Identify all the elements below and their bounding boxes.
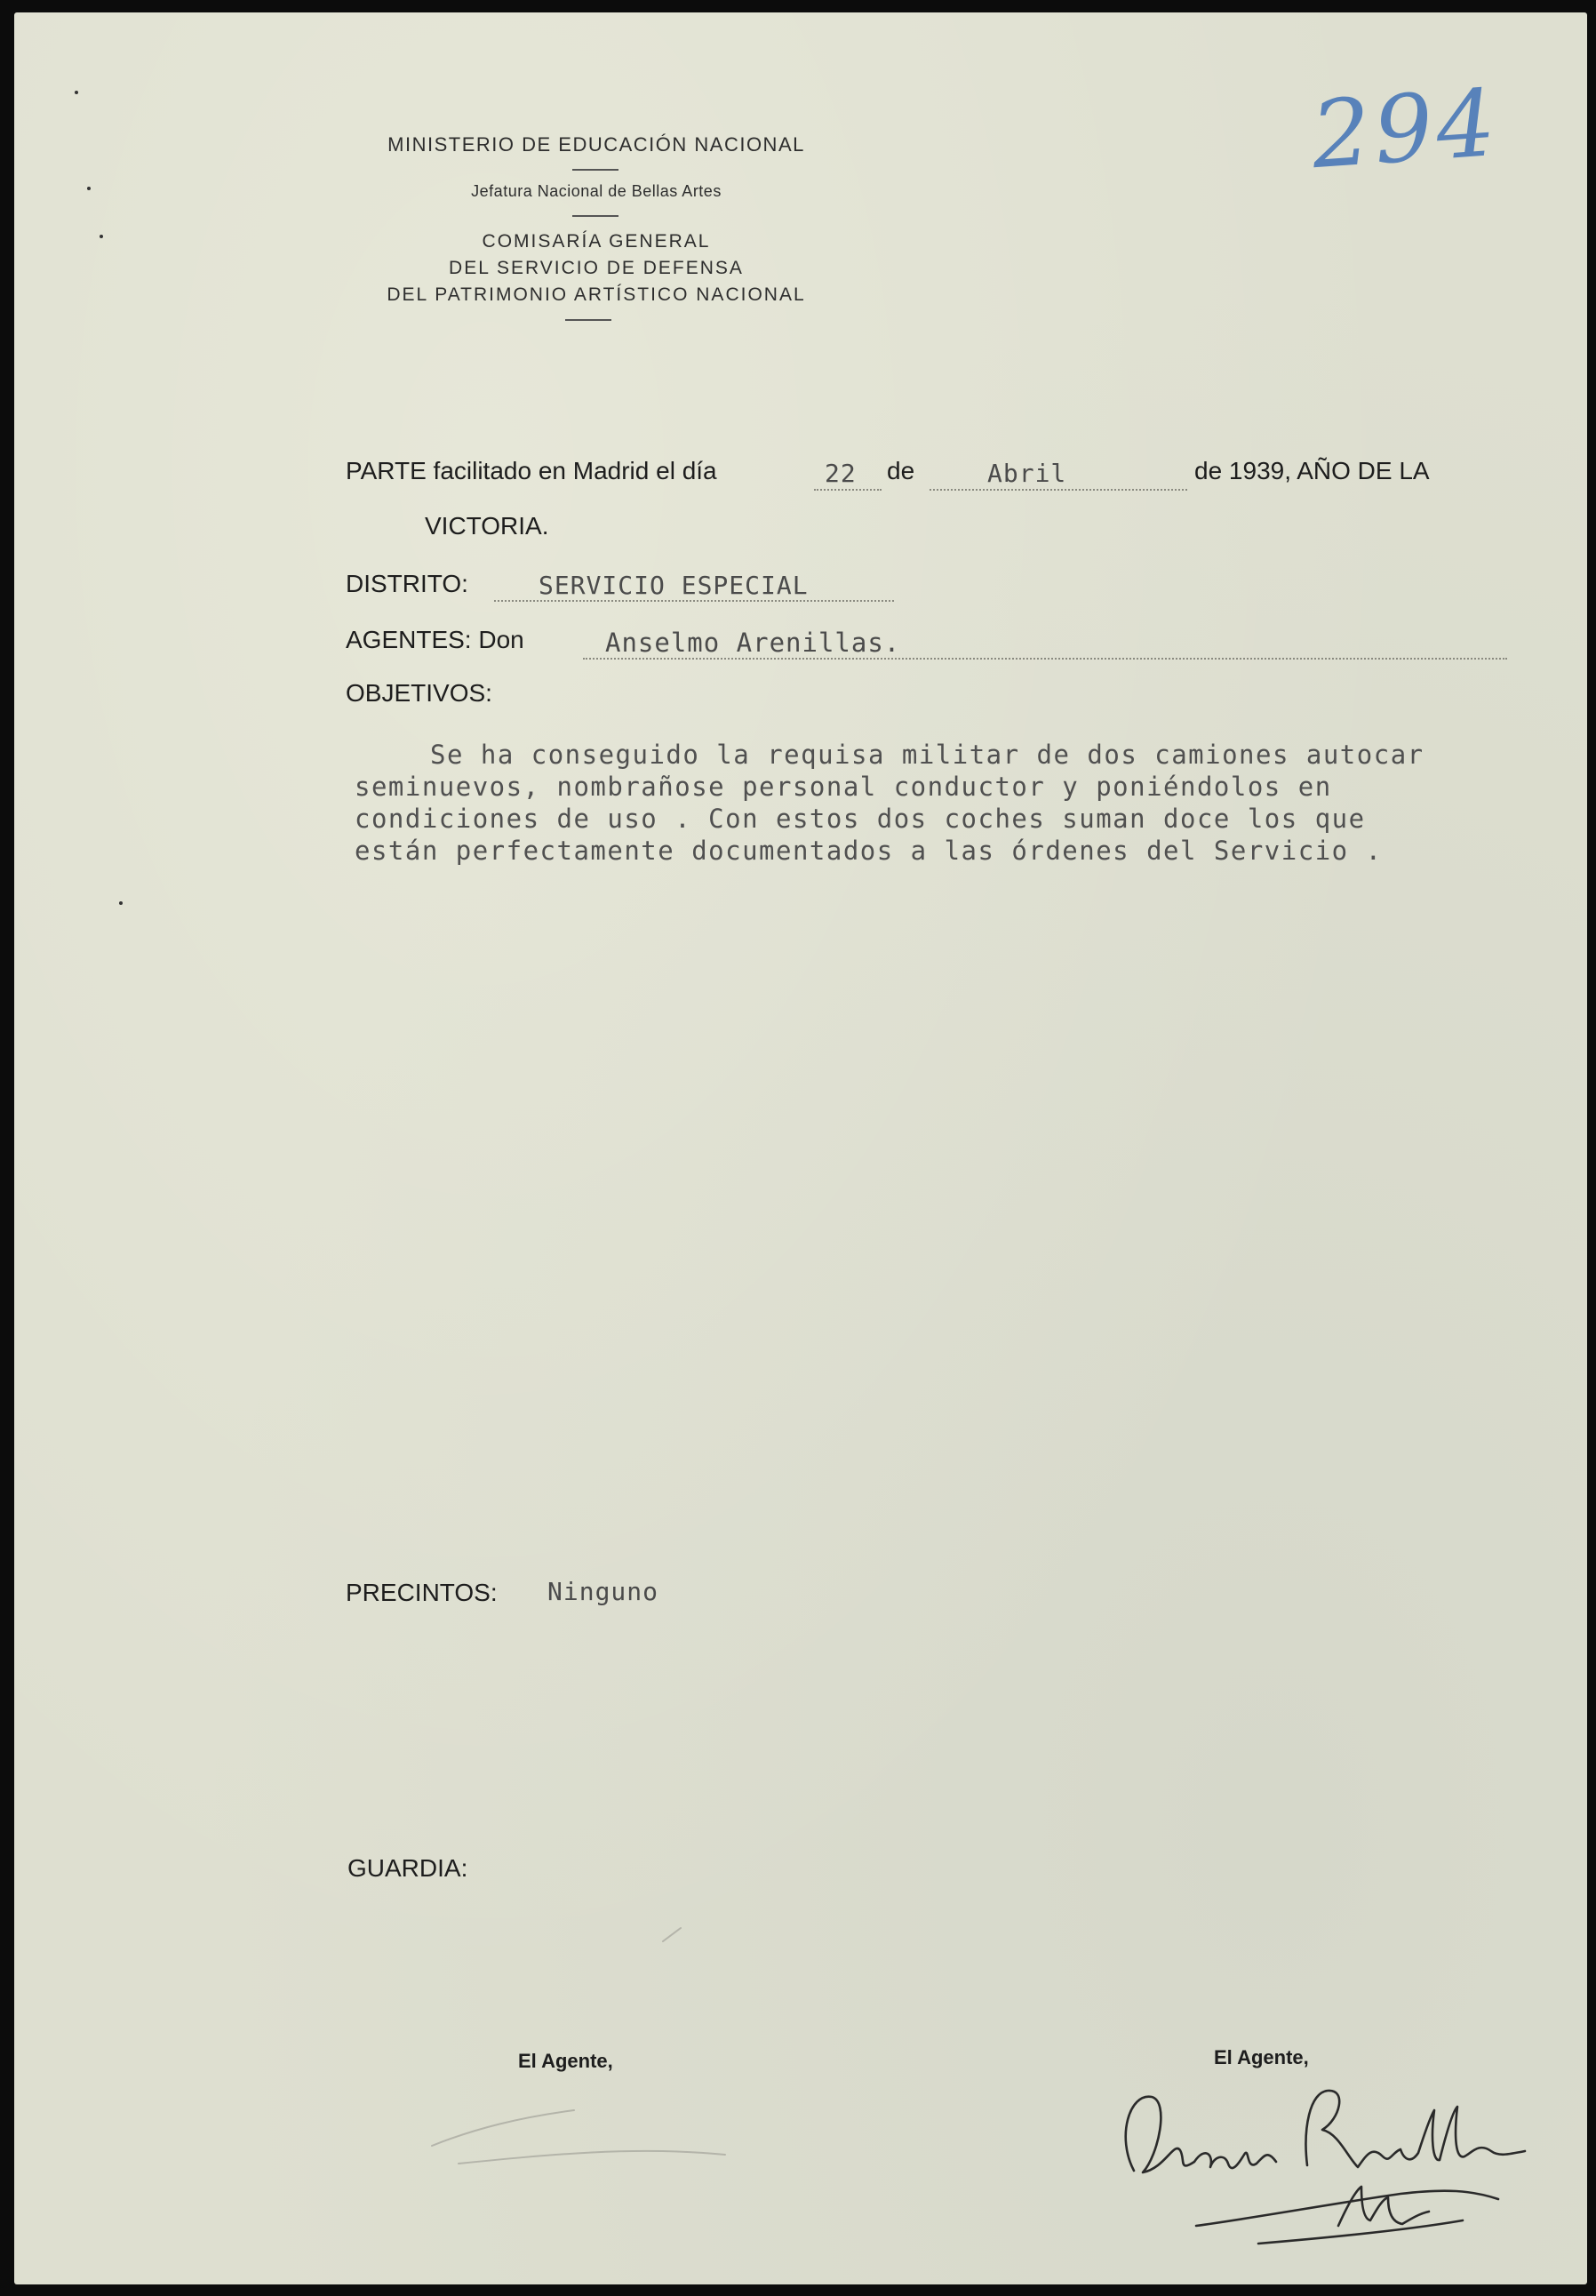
parte-month: Abril bbox=[987, 459, 1067, 488]
parte-year-cont: VICTORIA. bbox=[425, 512, 549, 540]
parte-year-label: de 1939, AÑO DE LA bbox=[1194, 457, 1430, 484]
header-divider bbox=[572, 215, 618, 217]
header-divider bbox=[565, 319, 611, 321]
paper-speck bbox=[119, 901, 123, 905]
right-agent-label: El Agente, bbox=[1214, 2046, 1309, 2068]
agentes-value: Anselmo Arenillas. bbox=[605, 628, 901, 658]
signature-image bbox=[1081, 2057, 1543, 2252]
header-ministry: MINISTERIO DE EDUCACIÓN NACIONAL bbox=[387, 133, 805, 156]
parte-label: PARTE facilitado en Madrid el día bbox=[346, 457, 717, 484]
precintos-label: PRECINTOS: bbox=[346, 1579, 498, 1606]
guardia-label: GUARDIA: bbox=[347, 1854, 468, 1882]
header-comisaria-1: COMISARÍA GENERAL bbox=[482, 231, 711, 252]
folio-number: 294 bbox=[1308, 68, 1503, 190]
paper-speck bbox=[100, 235, 103, 238]
distrito-label: DISTRITO: bbox=[346, 570, 468, 597]
paper-speck bbox=[87, 187, 91, 190]
document-sheet bbox=[14, 12, 1587, 2284]
header-comisaria-2: DEL SERVICIO DE DEFENSA bbox=[449, 258, 744, 278]
dotted-rule bbox=[583, 658, 1507, 660]
header-comisaria-3: DEL PATRIMONIO ARTÍSTICO NACIONAL bbox=[387, 284, 806, 305]
paper-speck bbox=[75, 91, 78, 94]
dotted-rule bbox=[930, 489, 1187, 491]
objetivos-line: condiciones de uso . Con estos dos coches suman doce los que bbox=[355, 804, 1366, 834]
parte-de-label: de bbox=[887, 457, 915, 484]
dotted-rule bbox=[494, 600, 894, 602]
objetivos-label: OBJETIVOS: bbox=[346, 679, 492, 707]
parte-day: 22 bbox=[825, 459, 857, 488]
left-agent-label: El Agente, bbox=[518, 2050, 613, 2072]
objetivos-line: Se ha conseguido la requisa militar de dos camiones autocar bbox=[430, 740, 1424, 770]
header-divider bbox=[572, 169, 618, 171]
objetivos-line: están perfectamente documentados a las órdenes del Servicio . bbox=[355, 836, 1383, 866]
precintos-value: Ninguno bbox=[547, 1577, 659, 1606]
pencil-marks bbox=[441, 2012, 885, 2190]
dotted-rule bbox=[814, 489, 882, 491]
agentes-label: AGENTES: Don bbox=[346, 626, 524, 653]
header-jefatura: Jefatura Nacional de Bellas Artes bbox=[471, 182, 722, 200]
distrito-value: SERVICIO ESPECIAL bbox=[539, 571, 809, 600]
objetivos-line: seminuevos, nombrañose personal conductor y poniéndolos en bbox=[355, 772, 1332, 802]
